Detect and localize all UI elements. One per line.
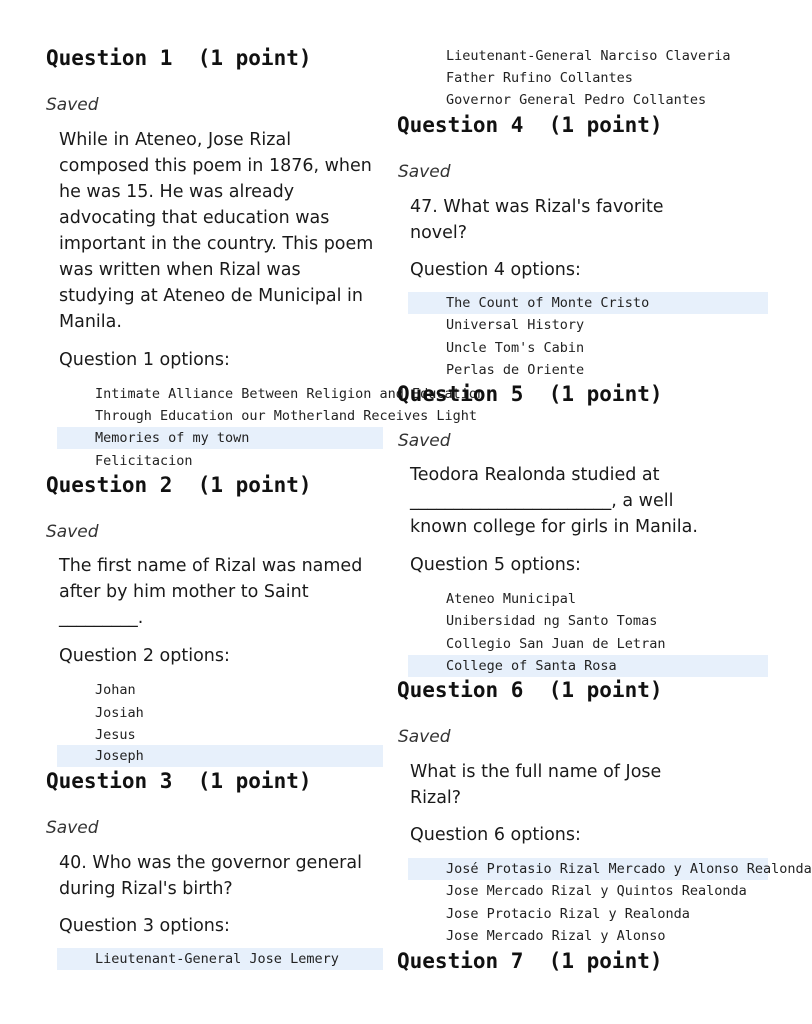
question-7-title: Question 7 (1 point) bbox=[397, 949, 663, 973]
question-1-option-1[interactable]: Intimate Alliance Between Religion and Education bbox=[95, 386, 486, 402]
question-5-option-1[interactable]: Ateneo Municipal bbox=[446, 591, 577, 607]
question-3-text: 40. Who was the governor general during Rizal's birth? bbox=[59, 853, 362, 899]
question-6-option-2[interactable]: Jose Mercado Rizal y Quintos Realonda bbox=[446, 883, 747, 899]
question-6-options-label: Question 6 options: bbox=[410, 825, 581, 845]
question-5-text: Teodora Realonda studied at _______________________, a well known college for girls in Manila. bbox=[410, 465, 698, 537]
question-3-option-3[interactable]: Father Rufino Collantes bbox=[446, 70, 633, 86]
question-1-text: While in Ateneo, Jose Rizal composed this poem in 1876, when he was 15. He was already advocating that education was important in the country. This poem was written when Rizal was studying at Ateneo de Municipal in Manila. bbox=[59, 130, 374, 332]
question-6-title: Question 6 (1 point) bbox=[397, 678, 663, 702]
question-3-title: Question 3 (1 point) bbox=[46, 769, 312, 793]
question-1-option-2[interactable]: Through Education our Motherland Receives Light bbox=[95, 408, 478, 424]
question-5-option-3[interactable]: Collegio San Juan de Letran bbox=[446, 636, 666, 652]
question-1-option-4[interactable]: Felicitacion bbox=[95, 453, 193, 469]
question-4-option-3[interactable]: Uncle Tom's Cabin bbox=[446, 340, 585, 356]
question-2-title: Question 2 (1 point) bbox=[46, 473, 312, 497]
question-2-saved-status: Saved bbox=[46, 522, 99, 542]
question-4-saved-status: Saved bbox=[398, 162, 451, 182]
question-3-saved-status: Saved bbox=[46, 818, 99, 838]
question-5-title: Question 5 (1 point) bbox=[397, 382, 663, 406]
question-6-option-4[interactable]: Jose Mercado Rizal y Alonso bbox=[446, 928, 666, 944]
question-6-option-1-selected[interactable]: José Protasio Rizal Mercado y Alonso Realonda bbox=[408, 858, 768, 880]
question-4-title: Question 4 (1 point) bbox=[397, 113, 663, 137]
question-4-option-1-selected[interactable]: The Count of Monte Cristo bbox=[408, 292, 768, 314]
question-6-text: What is the full name of Jose Rizal? bbox=[410, 762, 662, 808]
question-1-title: Question 1 (1 point) bbox=[46, 46, 312, 70]
question-3-option-4[interactable]: Governor General Pedro Collantes bbox=[446, 92, 707, 108]
question-2-options-label: Question 2 options: bbox=[59, 646, 230, 666]
question-4-option-2[interactable]: Universal History bbox=[446, 317, 585, 333]
question-6-saved-status: Saved bbox=[398, 727, 451, 747]
question-1-option-3-selected[interactable]: Memories of my town bbox=[57, 427, 383, 449]
question-2-option-1[interactable]: Johan bbox=[95, 682, 136, 698]
question-6-option-3[interactable]: Jose Protacio Rizal y Realonda bbox=[446, 906, 690, 922]
question-5-option-4-selected[interactable]: College of Santa Rosa bbox=[408, 655, 768, 677]
question-2-option-2[interactable]: Josiah bbox=[95, 705, 144, 721]
question-3-option-1-selected[interactable]: Lieutenant-General Jose Lemery bbox=[57, 948, 383, 970]
question-4-options-label: Question 4 options: bbox=[410, 260, 581, 280]
question-4-text: 47. What was Rizal's favorite novel? bbox=[410, 197, 664, 243]
question-5-options-label: Question 5 options: bbox=[410, 555, 581, 575]
question-1-saved-status: Saved bbox=[46, 95, 99, 115]
question-5-option-2[interactable]: Unibersidad ng Santo Tomas bbox=[446, 613, 658, 629]
question-3-options-label: Question 3 options: bbox=[59, 916, 230, 936]
question-5-saved-status: Saved bbox=[398, 431, 451, 451]
question-2-option-3[interactable]: Jesus bbox=[95, 727, 136, 743]
question-1-options-label: Question 1 options: bbox=[59, 350, 230, 370]
question-3-option-2[interactable]: Lieutenant-General Narciso Claveria bbox=[446, 48, 731, 64]
question-2-option-4-selected[interactable]: Joseph bbox=[57, 745, 383, 767]
question-4-option-4[interactable]: Perlas de Oriente bbox=[446, 362, 585, 378]
question-2-text: The first name of Rizal was named after by him mother to Saint _________. bbox=[59, 556, 363, 628]
